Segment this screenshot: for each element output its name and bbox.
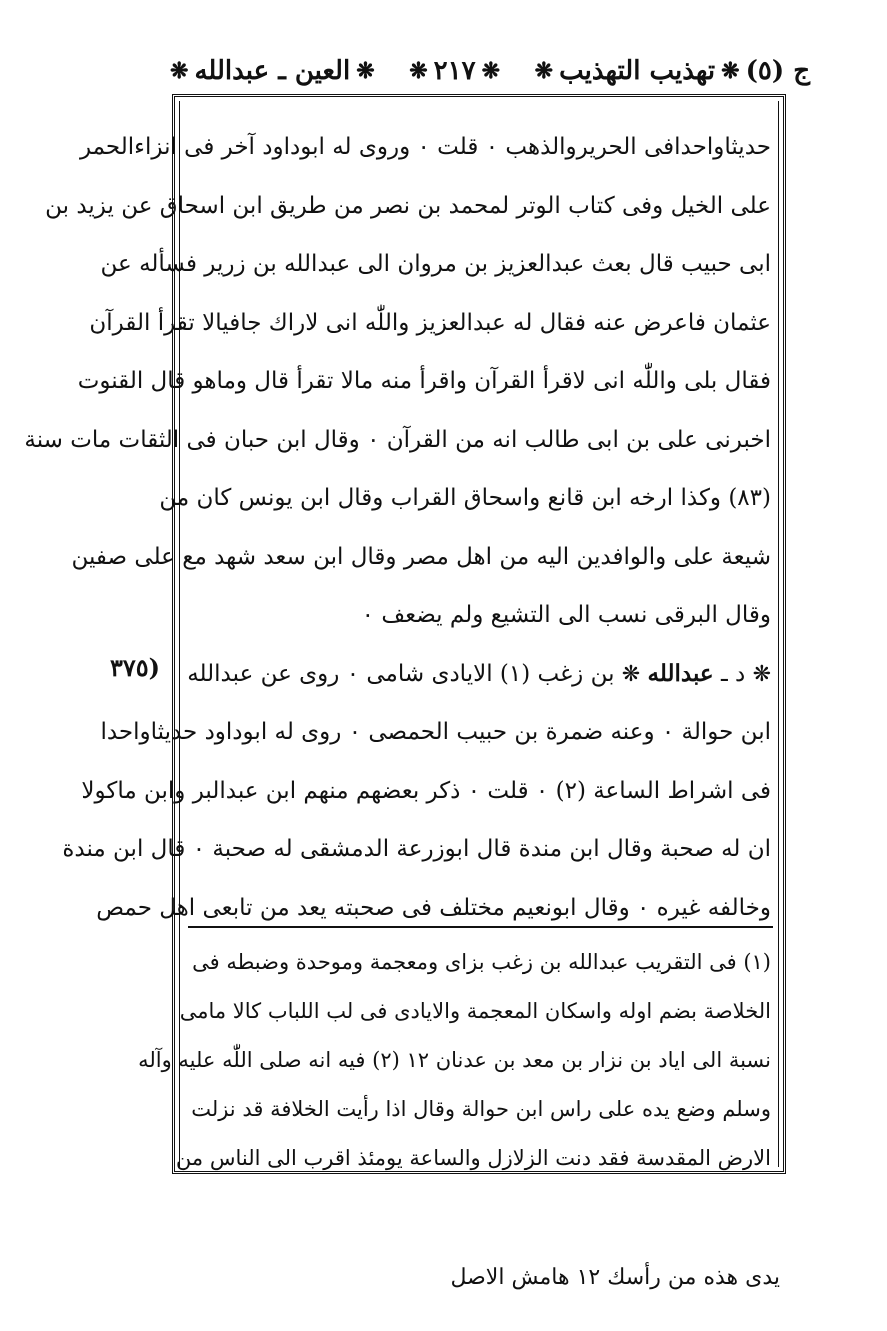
footnote-divider xyxy=(188,926,773,928)
header-volume-title xyxy=(535,56,810,86)
text-line: حدیثاواحدافی الحریروالذهب ۰ قلت ۰ وروی له ابوداود آخر فی انزاءالحمر xyxy=(79,134,771,160)
header-page xyxy=(409,56,500,86)
text-line: ابن حوالة ۰ وعنه ضمرة بن حبیب الحمصی ۰ روی له ابوداود حدیثاواحدا xyxy=(100,719,771,745)
footnote-line: نسبة الی ایاد بن نزار بن معد بن عدنان ١٢ (٢) فیه انه صلی اللّٰه علیه وآله xyxy=(138,1048,771,1072)
entry-marker: د ـ xyxy=(720,660,746,687)
text-line: وقال البرقی نسب الی التشیع ولم یضعف ۰ xyxy=(361,602,771,628)
header-section xyxy=(170,56,375,86)
text-line: (٨٣) وكذا ارخه ابن قانع واسحاق القراب وقال ابن یونس كان من xyxy=(159,485,771,511)
volume-label: ج (٥) xyxy=(745,56,810,86)
page-header xyxy=(170,48,810,94)
text-line: اخبرنی علی بن ابی طالب انه من القرآن ۰ وقال ابن حبان فی الثقات مات سنة xyxy=(24,426,771,453)
entry-name: عبدالله xyxy=(647,659,714,687)
section-title: العين ـ عبدالله xyxy=(194,56,351,86)
text-line: ابی حبیب قال بعث عبدالعزیز بن مروان الی عبدالله بن زریر فسأله عن xyxy=(100,251,771,277)
text-line: فقال بلی واللّٰه انی لاقرأ القرآن واقرأ منه مالا تقرأ قال وماهو قال القنوت xyxy=(77,368,771,394)
text-line: ان له صحبة وقال ابن مندة قال ابوزرعة الدمشقی له صحبة ۰ قال ابن مندة xyxy=(62,836,771,862)
ornament-icon: ❋ xyxy=(170,58,189,84)
text-line: فی اشراط الساعة (٢) ۰ قلت ۰ ذكر بعضهم منهم ابن عبدالبر وابن ماكولا xyxy=(81,777,771,804)
footnote-line: (١) فی التقریب عبدالله بن زغب بزای ومعجمة وموحدة وضبطه فی xyxy=(192,950,771,974)
footnote-line: وسلم وضع یده علی راس ابن حوالة وقال اذا رأیت الخلافة قد نزلت xyxy=(191,1097,771,1121)
entry-margin-number: (٣٧٥ xyxy=(109,653,161,682)
text-line: شیعة علی والوافدین الیه من اهل مصر وقال ابن سعد شهد مع علی صفین xyxy=(71,543,771,570)
ornament-icon: ❋ xyxy=(481,58,501,84)
ornament-icon: ❋ xyxy=(409,58,428,84)
footnote-line: الخلاصة بضم اوله واسكان المعجمة والایادی فی لب اللباب كالا مامی xyxy=(179,999,771,1023)
page-number: ٢١٧ xyxy=(433,56,476,86)
footnote-line: الارض المقدسة فقد دنت الزلازل والساعة یومئذ اقرب الی الناس من xyxy=(175,1146,771,1170)
ornament-icon: ❋ xyxy=(752,661,771,687)
footnotes xyxy=(138,938,771,1183)
text-line: عثمان فاعرض عنه فقال له عبدالعزیز واللّٰه انی لاراك جافیالا تقرأ القرآن xyxy=(89,309,771,336)
ornament-icon: ❋ xyxy=(534,58,554,84)
text-line: وخالفه غیره ۰ وقال ابونعیم مختلف فی صحبته یعد من تابعی اهل حمص xyxy=(96,894,771,921)
bottom-margin-note: یدی هذه من رأسك ١٢ هامش الاصل xyxy=(450,1265,780,1290)
book-title: تهذيب التهذيب xyxy=(559,56,716,86)
text-line: علی الخیل وفی کتاب الوتر لمحمد بن نصر من طریق ابن اسحاق عن یزید بن xyxy=(45,192,771,219)
ornament-icon: ❋ xyxy=(621,661,641,687)
ornament-icon: ❋ xyxy=(721,58,740,84)
entry-first-line xyxy=(187,645,771,704)
ornament-icon: ❋ xyxy=(356,58,375,84)
entry-first-line-text: بن زغب (١) الایادی شامی ۰ روی عن عبدالله xyxy=(187,660,615,687)
